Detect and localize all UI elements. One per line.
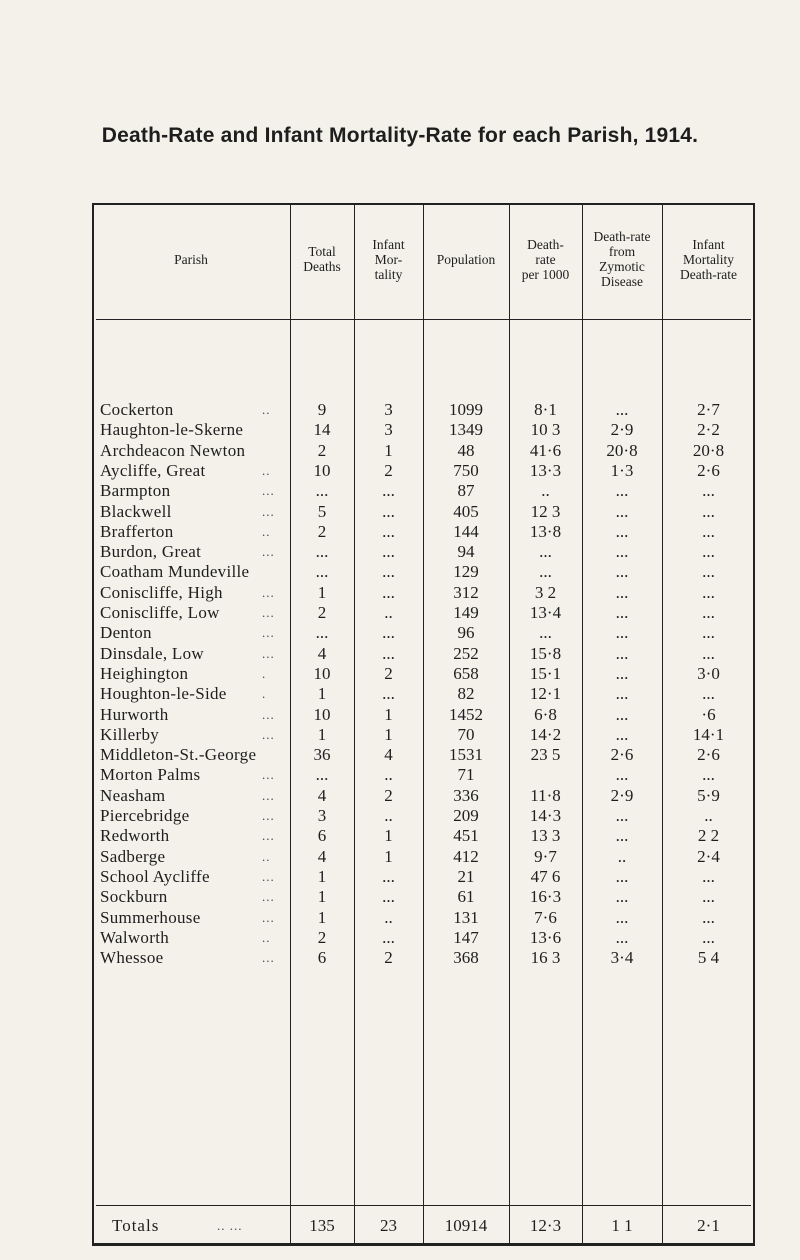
- cell-parish: Coatham Mundeville: [100, 562, 250, 582]
- cell-parish: Piercebridge: [100, 806, 190, 825]
- cell-zymotic-rate: ..: [617, 846, 627, 866]
- table-row: [92, 644, 755, 664]
- cell-infant-mortality: ..: [384, 907, 393, 927]
- cell-total-deaths: 1: [317, 684, 327, 704]
- cell-population: 48: [457, 440, 475, 460]
- table-row: [92, 481, 755, 501]
- table-row: [92, 400, 755, 420]
- cell-infant-mortality: 2: [384, 663, 393, 683]
- cell-zymotic-rate: ...: [615, 684, 629, 704]
- cell-infant-mortality: ...: [382, 684, 395, 704]
- cell-population: 405: [453, 501, 479, 521]
- cell-death-rate: 15·1: [529, 663, 562, 683]
- cell-parish: Hurworth: [100, 704, 169, 724]
- cell-infant-rate: 2·6: [697, 745, 720, 765]
- header-infant-rate: Infant Mortality Death-rate: [680, 236, 737, 282]
- cell-total-deaths: 36: [313, 745, 331, 765]
- cell-infant-rate: ...: [702, 684, 715, 704]
- header-zymotic-rate: Death-rate from Zymotic Disease: [593, 229, 651, 289]
- cell-zymotic-rate: ...: [615, 887, 629, 907]
- cell-population: 209: [453, 806, 479, 825]
- cell-parish: Archdeacon Newton: [100, 440, 246, 460]
- cell-leader-dots: ...: [262, 706, 275, 722]
- cell-leader-dots: ..: [262, 523, 271, 539]
- table-row: [92, 583, 755, 603]
- cell-death-rate: 7·6: [534, 907, 557, 927]
- cell-infant-rate: ...: [702, 481, 715, 501]
- totals-deaths: 135: [309, 1216, 335, 1235]
- cell-death-rate: ..: [541, 481, 550, 501]
- cell-death-rate: ...: [539, 542, 552, 562]
- cell-parish: Whessoe: [100, 948, 164, 968]
- cell-parish: Killerby: [100, 724, 160, 744]
- cell-total-deaths: ...: [315, 562, 329, 582]
- cell-leader-dots: ...: [262, 767, 275, 783]
- table-row: [92, 948, 755, 968]
- cell-infant-rate: ..: [704, 806, 713, 825]
- cell-leader-dots: .: [262, 686, 267, 702]
- cell-infant-mortality: 2: [384, 460, 393, 480]
- cell-leader-dots: ...: [262, 828, 275, 844]
- cell-death-rate: 11·8: [530, 785, 561, 805]
- cell-infant-rate: 2·4: [697, 846, 720, 866]
- cell-infant-rate: ...: [702, 866, 715, 886]
- cell-zymotic-rate: 2·9: [610, 785, 634, 805]
- cell-death-rate: 13·4: [529, 603, 562, 622]
- cell-death-rate: 12 3: [530, 501, 561, 521]
- cell-parish: Sockburn: [100, 887, 168, 907]
- cell-population: 451: [453, 826, 479, 846]
- cell-leader-dots: ...: [262, 889, 275, 905]
- cell-total-deaths: 1: [317, 907, 327, 927]
- cell-infant-rate: ...: [702, 521, 715, 541]
- cell-leader-dots: ...: [262, 584, 275, 600]
- cell-infant-mortality: 3: [384, 400, 393, 419]
- cell-infant-mortality: ...: [382, 887, 395, 907]
- cell-infant-mortality: 2: [384, 785, 393, 805]
- totals-population: 10914: [444, 1216, 488, 1235]
- cell-leader-dots: ...: [262, 808, 275, 823]
- cell-leader-dots: ...: [262, 950, 275, 966]
- cell-infant-rate: ...: [702, 582, 715, 602]
- cell-infant-rate: ·6: [701, 704, 716, 724]
- cell-leader-dots: ..: [262, 848, 271, 864]
- cell-infant-rate: 14·1: [692, 724, 725, 744]
- cell-population: 61: [457, 887, 475, 907]
- cell-total-deaths: 2: [317, 927, 327, 947]
- table-row: [92, 705, 755, 725]
- cell-infant-mortality: ...: [382, 623, 395, 643]
- cell-death-rate: 3 2: [534, 582, 557, 602]
- cell-infant-rate: 20·8: [692, 440, 725, 460]
- cell-population: 96: [457, 623, 475, 643]
- cell-infant-rate: 5·9: [697, 785, 720, 805]
- cell-parish: Dinsdale, Low: [100, 643, 204, 663]
- cell-death-rate: 9·7: [534, 846, 557, 866]
- cell-death-rate: 14·3: [529, 806, 562, 825]
- cell-total-deaths: 3: [317, 806, 327, 825]
- cell-total-deaths: 2: [317, 521, 327, 541]
- cell-death-rate: 14·2: [529, 724, 562, 744]
- table-row: [92, 806, 755, 826]
- cell-zymotic-rate: ...: [615, 907, 629, 927]
- table-row: [92, 786, 755, 806]
- cell-zymotic-rate: ...: [615, 826, 629, 846]
- cell-death-rate: ...: [539, 562, 552, 582]
- cell-zymotic-rate: ...: [615, 562, 629, 582]
- cell-zymotic-rate: ...: [615, 481, 629, 501]
- cell-zymotic-rate: ...: [615, 866, 629, 886]
- cell-total-deaths: ...: [315, 623, 329, 643]
- table-row: [92, 603, 755, 623]
- cell-population: 412: [453, 846, 479, 866]
- cell-population: 1099: [449, 400, 483, 419]
- cell-infant-rate: ...: [702, 501, 715, 521]
- cell-parish: Cockerton: [100, 400, 174, 419]
- cell-leader-dots: .: [262, 665, 267, 681]
- cell-infant-rate: 2·2: [697, 420, 720, 440]
- totals-row: [92, 1214, 755, 1238]
- cell-infant-mortality: 4: [384, 745, 393, 765]
- cell-infant-mortality: 3: [384, 420, 393, 440]
- cell-population: 658: [453, 663, 479, 683]
- table-row: [92, 502, 755, 522]
- totals-zymotic: 1 1: [611, 1216, 633, 1235]
- cell-population: 368: [453, 948, 479, 968]
- cell-total-deaths: 4: [317, 643, 327, 663]
- cell-infant-mortality: 1: [384, 826, 393, 846]
- cell-leader-dots: ...: [262, 503, 275, 519]
- cell-zymotic-rate: ...: [615, 643, 629, 663]
- cell-parish: Summerhouse: [100, 907, 201, 927]
- cell-population: 131: [453, 907, 479, 927]
- cell-death-rate: 13·6: [529, 927, 562, 947]
- cell-total-deaths: 4: [317, 846, 327, 866]
- table-row: [92, 725, 755, 745]
- cell-infant-mortality: ..: [384, 806, 393, 825]
- cell-leader-dots: ...: [262, 483, 275, 499]
- cell-death-rate: ...: [539, 623, 552, 643]
- cell-parish: Coniscliffe, Low: [100, 603, 220, 622]
- cell-infant-mortality: 2: [384, 948, 393, 968]
- cell-parish: Redworth: [100, 826, 170, 846]
- cell-infant-mortality: ...: [382, 582, 395, 602]
- cell-infant-mortality: 1: [384, 724, 393, 744]
- cell-parish: Coniscliffe, High: [100, 582, 223, 602]
- cell-leader-dots: ...: [262, 726, 275, 742]
- table-row: [92, 420, 755, 440]
- cell-zymotic-rate: ...: [615, 724, 629, 744]
- cell-total-deaths: 1: [317, 582, 327, 602]
- cell-total-deaths: 6: [317, 948, 327, 968]
- cell-population: 129: [453, 562, 479, 582]
- cell-total-deaths: 9: [317, 400, 327, 419]
- cell-zymotic-rate: ...: [615, 806, 629, 825]
- cell-total-deaths: 1: [317, 887, 327, 907]
- cell-infant-mortality: ...: [382, 542, 395, 562]
- cell-total-deaths: 1: [317, 724, 327, 744]
- cell-infant-rate: ...: [702, 907, 715, 927]
- cell-zymotic-rate: 20·8: [606, 440, 638, 460]
- table-row: [92, 461, 755, 481]
- cell-parish: Denton: [100, 623, 152, 643]
- header-total-deaths: Total Deaths: [303, 244, 341, 274]
- cell-zymotic-rate: ...: [615, 400, 629, 419]
- cell-population: 87: [457, 481, 475, 501]
- header-population: Population: [436, 251, 496, 267]
- cell-zymotic-rate: 3·4: [610, 948, 634, 968]
- cell-infant-mortality: ...: [382, 927, 395, 947]
- cell-parish: Barmpton: [100, 481, 171, 501]
- cell-leader-dots: ...: [262, 909, 275, 925]
- header-parish: Parish: [174, 251, 208, 267]
- cell-death-rate: 13·8: [529, 521, 562, 541]
- table-row: [92, 562, 755, 582]
- totals-infant: 23: [380, 1216, 397, 1235]
- cell-population: 71: [457, 765, 475, 785]
- cell-parish: Sadberge: [100, 846, 166, 866]
- cell-population: 82: [457, 684, 475, 704]
- cell-parish: Walworth: [100, 927, 170, 947]
- cell-infant-rate: ...: [702, 887, 715, 907]
- cell-population: 144: [453, 521, 479, 541]
- table-row: [92, 623, 755, 643]
- cell-death-rate: 6·8: [534, 704, 557, 724]
- table-row: [92, 867, 755, 887]
- cell-parish: Middleton-St.-George: [100, 745, 257, 765]
- cell-parish: Haughton-le-Skerne: [100, 420, 244, 440]
- cell-zymotic-rate: 1·3: [610, 460, 634, 480]
- cell-zymotic-rate: ...: [615, 542, 629, 562]
- cell-parish: Heighington: [100, 663, 189, 683]
- cell-population: 70: [457, 724, 475, 744]
- cell-infant-rate: 2·6: [697, 460, 720, 480]
- cell-population: 336: [453, 785, 479, 805]
- cell-parish: Brafferton: [100, 521, 174, 541]
- cell-leader-dots: ..: [262, 929, 271, 945]
- cell-parish: Morton Palms: [100, 765, 201, 785]
- cell-total-deaths: 5: [317, 501, 327, 521]
- cell-zymotic-rate: 2·6: [610, 745, 634, 765]
- page-title: Death-Rate and Infant Mortality-Rate for each Parish, 1914.: [101, 124, 699, 147]
- cell-death-rate: 41·6: [529, 440, 562, 460]
- cell-infant-mortality: ...: [382, 501, 395, 521]
- cell-population: 94: [457, 542, 475, 562]
- cell-leader-dots: ...: [262, 868, 275, 884]
- cell-infant-mortality: 1: [384, 846, 393, 866]
- cell-death-rate: 47 6: [530, 866, 561, 886]
- cell-infant-rate: 3·0: [697, 663, 720, 683]
- cell-infant-mortality: ...: [382, 643, 395, 663]
- cell-zymotic-rate: ...: [615, 582, 629, 602]
- table-row: [92, 847, 755, 867]
- cell-death-rate: 8·1: [534, 400, 557, 419]
- cell-population: 252: [453, 643, 479, 663]
- header-death-rate: Death- rate per 1000: [521, 236, 570, 282]
- cell-total-deaths: 10: [313, 460, 331, 480]
- totals-leader-dots: .. ...: [217, 1218, 243, 1233]
- cell-zymotic-rate: ...: [615, 704, 629, 724]
- cell-death-rate: 16 3: [530, 948, 561, 968]
- cell-population: 750: [453, 460, 479, 480]
- cell-leader-dots: ..: [262, 402, 271, 417]
- cell-leader-dots: ...: [262, 625, 275, 641]
- cell-death-rate: 13 3: [530, 826, 561, 846]
- cell-infant-rate: ...: [702, 623, 715, 643]
- cell-parish: Houghton-le-Side: [100, 684, 227, 704]
- cell-infant-mortality: ..: [384, 603, 393, 622]
- cell-infant-rate: 2·7: [697, 400, 720, 419]
- cell-infant-rate: 2 2: [697, 826, 720, 846]
- cell-population: 1349: [449, 420, 483, 440]
- cell-infant-mortality: 1: [384, 704, 393, 724]
- cell-leader-dots: ...: [262, 544, 275, 560]
- cell-parish: Blackwell: [100, 501, 172, 521]
- cell-leader-dots: ...: [262, 787, 275, 803]
- cell-total-deaths: 1: [317, 866, 327, 886]
- cell-zymotic-rate: ...: [615, 603, 629, 622]
- totals-label: Totals: [112, 1216, 160, 1235]
- table-row: [92, 664, 755, 684]
- cell-infant-rate: ...: [702, 562, 715, 582]
- cell-zymotic-rate: ...: [615, 521, 629, 541]
- table-row: [92, 522, 755, 542]
- cell-infant-rate: ...: [702, 765, 715, 785]
- cell-total-deaths: 2: [317, 603, 327, 622]
- table-row: [92, 745, 755, 765]
- totals-infant-rate: 2·1: [697, 1216, 720, 1235]
- cell-population: 147: [453, 927, 479, 947]
- table-row: [92, 765, 755, 785]
- table-row: [92, 441, 755, 461]
- cell-infant-mortality: ...: [382, 481, 395, 501]
- cell-total-deaths: ...: [315, 542, 329, 562]
- cell-infant-rate: ...: [702, 643, 715, 663]
- cell-leader-dots: ...: [262, 605, 275, 620]
- table-row: [92, 908, 755, 928]
- cell-population: 21: [457, 866, 475, 886]
- cell-death-rate: 12·1: [529, 684, 562, 704]
- cell-infant-rate: ...: [702, 603, 715, 622]
- cell-leader-dots: ..: [262, 462, 271, 478]
- cell-total-deaths: 10: [313, 663, 331, 683]
- cell-total-deaths: 4: [317, 785, 327, 805]
- cell-infant-mortality: ...: [382, 521, 395, 541]
- cell-zymotic-rate: ...: [615, 663, 629, 683]
- cell-death-rate: 10 3: [530, 420, 561, 440]
- cell-zymotic-rate: 2·9: [610, 420, 634, 440]
- cell-total-deaths: ...: [315, 481, 329, 501]
- cell-death-rate: 15·8: [529, 643, 562, 663]
- table-row: [92, 542, 755, 562]
- mortality-table: [92, 203, 755, 1246]
- cell-infant-rate: 5 4: [697, 948, 720, 968]
- cell-zymotic-rate: ...: [615, 623, 629, 643]
- cell-population: 1452: [449, 704, 483, 724]
- cell-total-deaths: 10: [313, 704, 331, 724]
- table-row: [92, 887, 755, 907]
- cell-leader-dots: ...: [262, 645, 275, 661]
- cell-infant-mortality: ...: [382, 562, 395, 582]
- cell-population: 1531: [449, 745, 483, 765]
- cell-infant-mortality: ..: [384, 765, 393, 785]
- cell-zymotic-rate: ...: [615, 765, 629, 785]
- cell-infant-rate: ...: [702, 542, 715, 562]
- cell-death-rate: 13·3: [529, 460, 562, 480]
- cell-parish: Burdon, Great: [100, 542, 202, 562]
- totals-death-rate: 12·3: [529, 1216, 562, 1235]
- cell-parish: School Aycliffe: [100, 866, 210, 886]
- cell-total-deaths: 6: [317, 826, 327, 846]
- table-row: [92, 928, 755, 948]
- cell-parish: Aycliffe, Great: [100, 460, 206, 480]
- cell-zymotic-rate: ...: [615, 501, 629, 521]
- cell-infant-mortality: 1: [384, 440, 393, 460]
- cell-zymotic-rate: ...: [615, 927, 629, 947]
- cell-population: 149: [453, 603, 479, 622]
- cell-death-rate: 23 5: [530, 745, 561, 765]
- header-infant-mortality: Infant Mor- tality: [372, 236, 405, 282]
- cell-total-deaths: 2: [317, 440, 327, 460]
- cell-death-rate: 16·3: [529, 887, 562, 907]
- cell-parish: Neasham: [100, 785, 166, 805]
- cell-total-deaths: ...: [315, 765, 329, 785]
- cell-population: 312: [453, 582, 479, 602]
- cell-infant-mortality: ...: [382, 866, 395, 886]
- cell-total-deaths: 14: [313, 420, 331, 440]
- cell-infant-rate: ...: [702, 927, 715, 947]
- table-row: [92, 684, 755, 704]
- table-row: [92, 826, 755, 846]
